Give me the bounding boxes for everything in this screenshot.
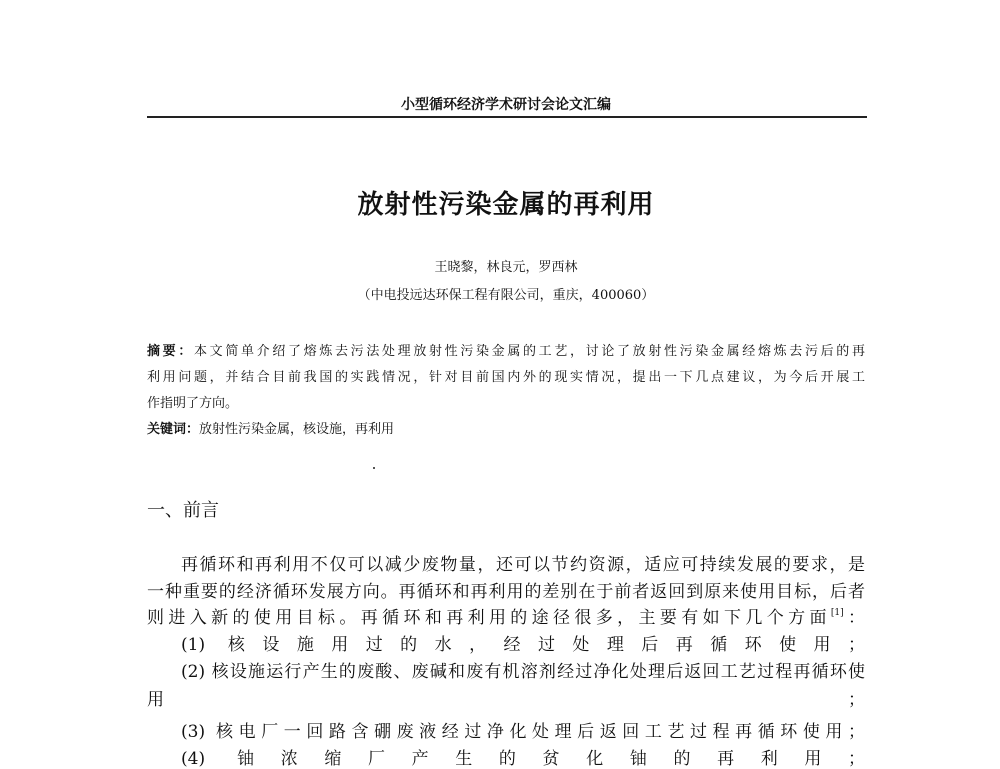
list-item: (3) 核电厂一回路含硼废液经过净化处理后返回工艺过程再循环使用；: [181, 722, 865, 742]
scan-speck: [373, 467, 375, 469]
header-rule: [147, 116, 867, 118]
abstract-text: 本文简单介绍了熔炼去污法处理放射性污染金属的工艺，讨论了放射性污染金属经熔炼去污后的再: [194, 344, 865, 359]
abstract-label: 摘要：: [147, 344, 194, 359]
keywords: 放射性污染金属，核设施，再利用: [199, 422, 395, 437]
affiliation: （中电投远达环保工程有限公司，重庆，400060）: [357, 288, 655, 303]
list-item: (4) 铀浓缩厂产生的贫化铀的再利用；: [181, 749, 865, 769]
abstract-line: [147, 340, 865, 359]
body-line: 一种重要的经济循环发展方向。再循环和再利用的差别在于前者返回到原来使用目标，后者: [147, 582, 865, 602]
body-line: [147, 603, 865, 628]
paper-title: 放射性污染金属的再利用: [357, 190, 655, 220]
body-text: ：: [843, 608, 866, 628]
running-header: 小型循环经济学术研讨会论文汇编: [401, 97, 611, 113]
citation[interactable]: [1]: [830, 608, 844, 618]
keywords-label: 关键词：: [147, 422, 200, 437]
list-item: (2) 核设施运行产生的废酸、废碱和废有机溶剂经过净化处理后返回工艺过程再循环使: [181, 662, 865, 682]
abstract-line: 作指明了方向。: [147, 396, 239, 411]
authors: 王晓黎，林良元，罗西林: [434, 260, 578, 275]
body-text: 则进入新的使用目标。再循环和再利用的途径很多，主要有如下几个方面: [147, 608, 831, 628]
list-item: (1) 核设施用过的水，经过处理后再循环使用；: [181, 635, 865, 655]
body-line: 再循环和再利用不仅可以减少废物量，还可以节约资源，适应可持续发展的要求，是: [181, 555, 865, 575]
section-heading: 一、前言: [147, 500, 219, 521]
list-item-continued: 用；: [147, 690, 865, 710]
keywords-line: [147, 418, 865, 437]
abstract-line: 利用问题，并结合目前我国的实践情况，针对目前国内外的现实情况，提出一下几点建议，为今后开展工: [147, 370, 865, 385]
